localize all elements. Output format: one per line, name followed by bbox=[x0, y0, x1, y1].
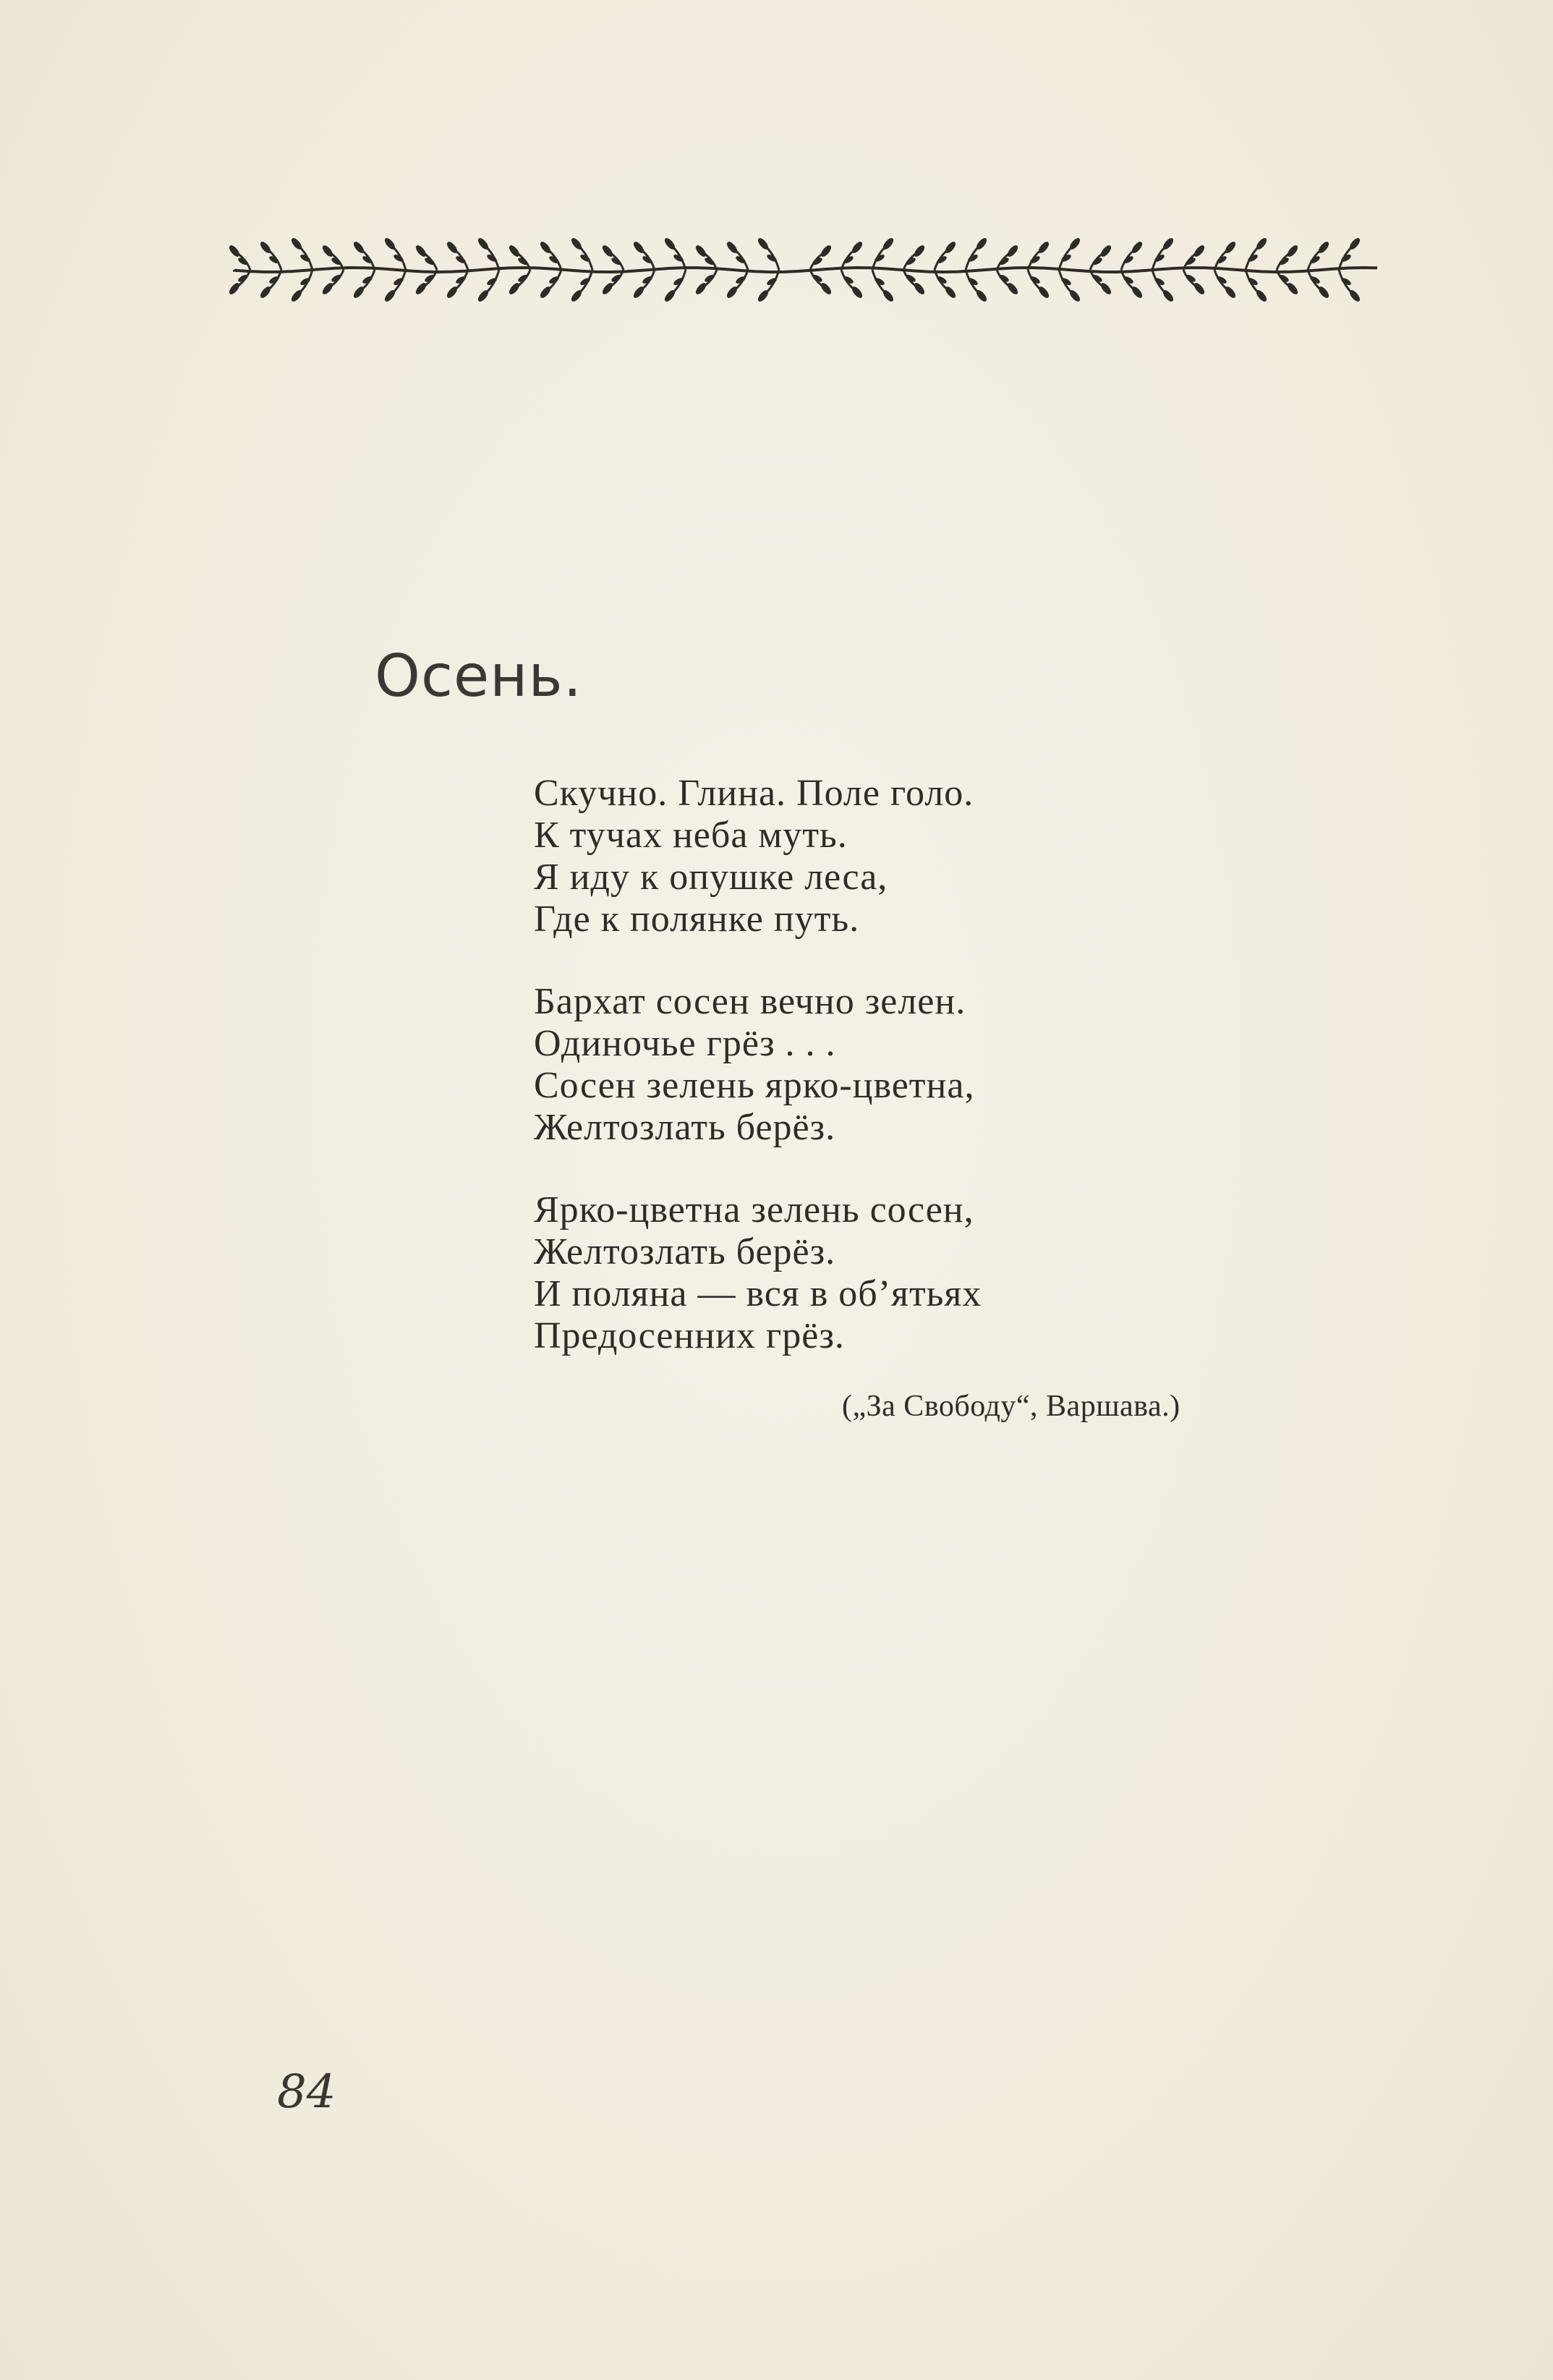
poem-body bbox=[534, 773, 1257, 1398]
vine-branch-ornament-icon bbox=[229, 230, 1386, 310]
page-number: 84 bbox=[277, 2065, 336, 2119]
poem-line: Сосен зелень ярко-цветна, bbox=[534, 1065, 975, 1106]
stanza-2 bbox=[534, 981, 1257, 1149]
poem-title: Осень. bbox=[375, 642, 583, 710]
poem-line: К тучах неба муть. bbox=[534, 815, 848, 856]
poem-source-citation: („За Свободу“, Варшава.) bbox=[842, 1390, 1180, 1423]
stanza-1 bbox=[534, 773, 1257, 940]
poem-line: И поляна — вся в об’ятьях bbox=[534, 1273, 982, 1314]
poem-line: Я иду к опушке леса, bbox=[534, 857, 888, 898]
poem-line: Одиночье грёз . . . bbox=[534, 1023, 836, 1064]
poem-line: Где к полянке путь. bbox=[534, 898, 860, 940]
stanza-3 bbox=[534, 1189, 1257, 1357]
poem-line: Желтозлать берёз. bbox=[534, 1231, 836, 1272]
poem-line: Скучно. Глина. Поле голо. bbox=[534, 773, 974, 814]
poem-line: Предосенних грёз. bbox=[534, 1315, 845, 1356]
poem-line: Бархат сосен вечно зелен. bbox=[534, 981, 966, 1022]
poem-line: Ярко-цветна зелень сосен, bbox=[534, 1189, 974, 1231]
poem-line: Желтозлать берёз. bbox=[534, 1107, 836, 1148]
